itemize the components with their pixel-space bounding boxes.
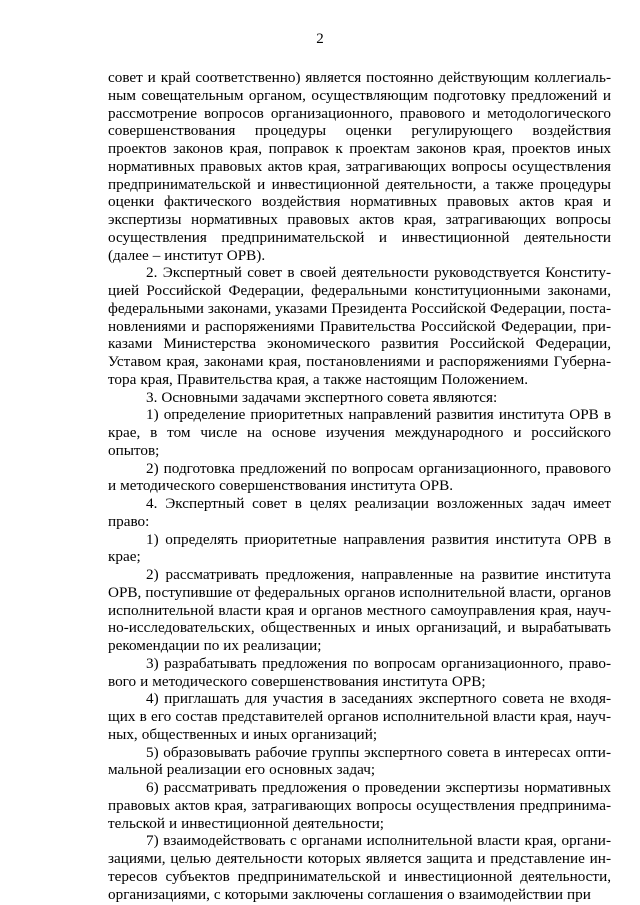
document-body bbox=[108, 69, 611, 903]
paragraph-intro-continuation: совет и край соответственно) является постоянно действующим коллегиальным совещательным органом, осуществляющим подготовку предложений и рассмотрение вопросов организационного, правового и методологического совершенствования процедуры оценки регулирующего воздействия проектов законов края, поправок к проектам законов края, проектов иных нормативных правовых актов края, затрагивающих вопросы осуществления предпринимательской и инвестиционной деятельности, а также процедуры оценки фактического воздействия нормативных правовых актов края и экспертизы нормативных правовых актов края, затрагивающих вопросы осуществления предпринимательской и инвестиционной деятельности (далее – институт ОРВ). bbox=[108, 69, 611, 264]
paragraph-4-rights: 4. Экспертный совет в целях реализации возложенных задач имеет право: bbox=[108, 495, 611, 530]
right-item-4: 4) приглашать для участия в заседаниях экспертного совета не входящих в его состав представителей органов исполнительной власти края, научных, общественных и иных организаций; bbox=[108, 690, 611, 743]
right-item-6: 6) рассматривать предложения о проведении экспертизы нормативных правовых актов края, затрагивающих вопросы осуществления предпринимательской и инвестиционной деятельности; bbox=[108, 779, 611, 832]
task-item-2: 2) подготовка предложений по вопросам организационного, правового и методического совершенствования института ОРВ. bbox=[108, 459, 611, 495]
right-item-1: 1) определять приоритетные направления развития института ОРВ в крае; bbox=[108, 530, 611, 566]
paragraph-2-legal-basis: 2. Экспертный совет в своей деятельности руководствуется Конституцией Российской Федерации, федеральными конституционными законами, федеральными законами, указами Президента Российской Федерации, постановлениями и распоряжениями Правительства Российской Федерации, приказами Министерства экономического развития Российской Федерации, Уставом края, законами края, постановлениями и распоряжениями Губернатора края, Правительства края, а также настоящим Положением. bbox=[108, 264, 611, 388]
right-item-3: 3) разрабатывать предложения по вопросам организационного, правового и методического совершенствования института ОРВ; bbox=[108, 654, 611, 690]
page-number: 2 bbox=[316, 31, 324, 47]
right-item-5: 5) образовывать рабочие группы экспертного совета в интересах оптимальной реализации его основных задач; bbox=[108, 743, 611, 779]
right-item-7: 7) взаимодействовать с органами исполнительной власти края, организациями, целью деятельности которых является защита и представление интересов субъектов предпринимательской и инвестиционной деятельности, организациями, с которыми заключены соглашения о взаимодействии при bbox=[108, 832, 611, 903]
paragraph-3-main-tasks: 3. Основными задачами экспертного совета являются: bbox=[146, 388, 498, 406]
task-item-1: 1) определение приоритетных направлений развития института ОРВ в крае, в том числе на основе изучения международного и российского опытов; bbox=[108, 406, 611, 459]
right-item-2: 2) рассматривать предложения, направленные на развитие института ОРВ, поступившие от федеральных органов исполнительной власти, органов исполнительной власти края и органов местного самоуправления края, научно-исследовательских, общественных и иных организаций, и вырабатывать рекомендации по их реализации; bbox=[108, 566, 611, 654]
